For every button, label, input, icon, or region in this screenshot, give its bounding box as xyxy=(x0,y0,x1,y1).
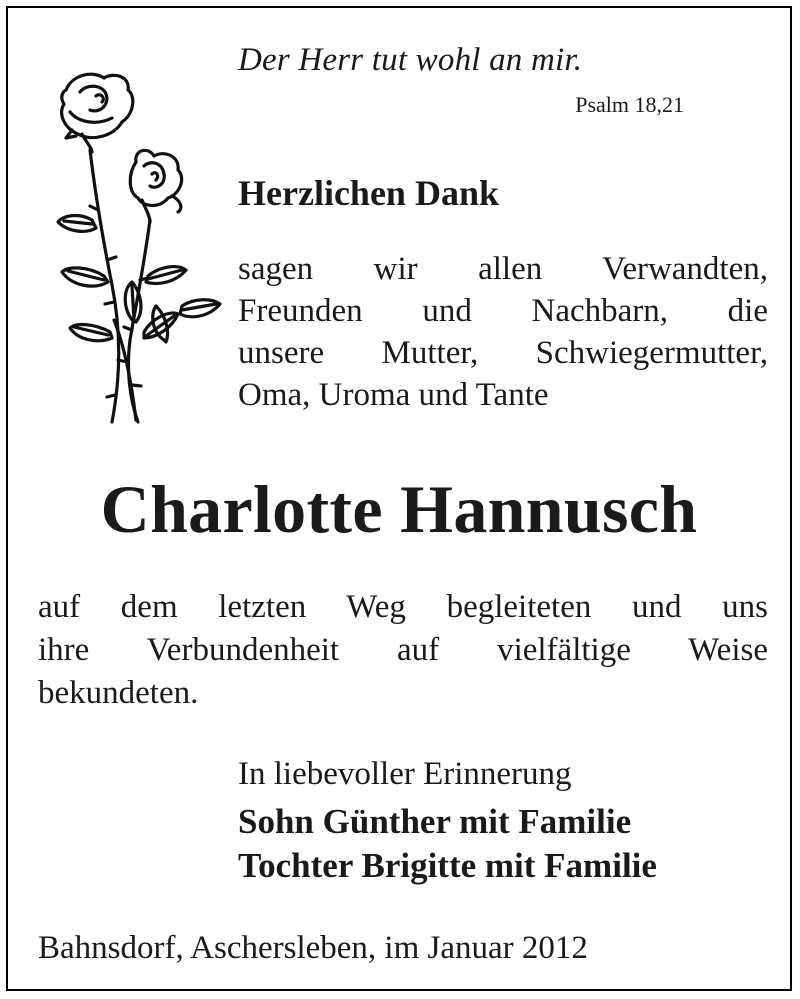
intro-line: unsere Mutter, Schwiegermutter, xyxy=(238,335,768,371)
bible-verse-motto: Der Herr tut wohl an mir. xyxy=(238,42,583,78)
deceased-name: Charlotte Hannusch xyxy=(100,471,698,547)
obituary-thank-you-notice xyxy=(6,6,792,991)
intro-paragraph xyxy=(238,248,768,416)
intro-line: sagen wir allen Verwandten, xyxy=(238,251,768,287)
remembrance-line: In liebevoller Erinnerung xyxy=(238,756,572,792)
thanks-line: auf dem letzten Weg begleiteten und uns xyxy=(38,589,768,625)
thanks-line: bekundeten. xyxy=(38,675,199,711)
signer-daughter: Tochter Brigitte mit Familie xyxy=(238,846,657,885)
psalm-reference: Psalm 18,21 xyxy=(575,92,684,117)
thanks-line: ihre Verbundenheit auf vielfältige Weise xyxy=(38,632,768,668)
signer-son: Sohn Günther mit Familie xyxy=(238,802,632,841)
rose-illustration-icon xyxy=(52,70,227,430)
thank-you-heading: Herzlichen Dank xyxy=(238,173,499,213)
intro-line: Freunden und Nachbarn, die xyxy=(238,293,768,329)
thanks-paragraph xyxy=(38,586,768,715)
intro-line: Oma, Uroma und Tante xyxy=(238,377,549,413)
place-and-date: Bahnsdorf, Aschersleben, im Januar 2012 xyxy=(38,930,588,966)
